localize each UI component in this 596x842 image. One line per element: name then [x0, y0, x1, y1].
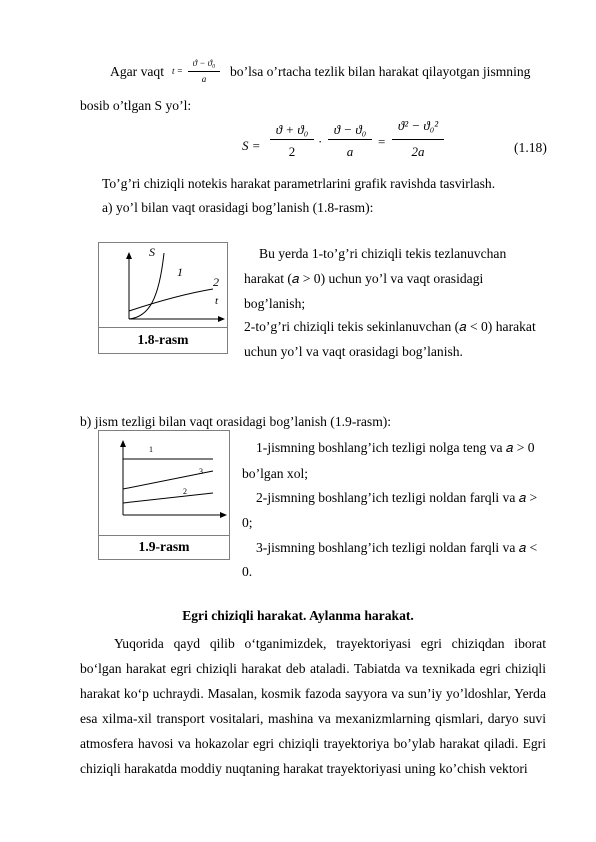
- body-paragraph: Yuqorida qayd qilib o‘tganimizdek, trayektoriyasi egri chiziqdan iborat bo‘lgan harakat egri chiziqli harakat deb ataladi. Tabiatda va texnikada egri chiziqli harakat ko‘p uchraydi. Masalan, kosmik fazoda sayyora va sun’iy yo’ldoshlar, Yerda esa xilma-xil transport vositalari, mashina va mexanizmlarning qismlari, daryo suvi atmosfera havosi va hokazolar egri chiziqli trayektoriya bo’ylab harakat qiladi. Egri chiziqli harakatda moddiy nuqtaning harakat trayektoriyasi uning ko’chish vektori: [80, 636, 546, 776]
- t-frac-num: ϑ − ϑ₀: [192, 58, 216, 68]
- t-lhs: t =: [172, 66, 183, 76]
- section-heading: Egri chiziqli harakat. Aylanma harakat.: [182, 608, 414, 623]
- item-a: a) yo’l bilan vaqt orasidagi bog’lanish (1.8-rasm):: [102, 200, 374, 215]
- eq-f2-den: a: [346, 144, 354, 159]
- fig19-text-4: 0;: [242, 515, 253, 530]
- eq-f2-bar: [328, 139, 372, 140]
- para1-prefix: Agar vaqt: [110, 64, 164, 79]
- fig19-text-2: bo’lgan xol;: [242, 466, 309, 481]
- figure-1-8: [98, 242, 228, 354]
- eq-equals: =: [378, 134, 386, 149]
- para1-suffix: bo’lsa o’rtacha tezlik bilan harakat qilayotgan jismning: [230, 64, 531, 79]
- fig18-text-3: bog’lanish;: [244, 296, 306, 311]
- fig18-label-1: 1: [177, 265, 183, 279]
- fig18-text-1: Bu yerda 1-to’g’ri chiziqli tekis tezlanuvchan: [259, 246, 507, 261]
- fig18-label-t: t: [215, 295, 219, 307]
- fig19-text-5: 3-jismning boshlang’ich tezligi noldan farqli va 𝑎 <: [256, 540, 538, 555]
- eq-f3-bar: [392, 139, 444, 140]
- fig19-label-2: 2: [183, 487, 187, 496]
- fig19-text-6: 0.: [242, 564, 253, 579]
- figure-1-9-caption: 1.9-rasm: [99, 535, 229, 560]
- fig18-label-2: 2: [213, 275, 219, 289]
- figure-1-8-graph: [99, 243, 227, 327]
- fig19-label-1: 1: [149, 445, 153, 454]
- figure-1-9: [98, 430, 230, 560]
- equation-number: (1.18): [514, 140, 547, 155]
- eq-f1-bar: [270, 139, 314, 140]
- figure-1-9-graph: [99, 431, 229, 535]
- fig19-label-3: 3: [199, 467, 203, 476]
- para1-line2: bosib o’tlgan S yo’l:: [80, 98, 192, 113]
- fig18-text-5: uchun yo’l va vaqt orasidagi bog’lanish.: [244, 344, 463, 359]
- item-b: b) jism tezligi bilan vaqt orasidagi bog’lanish (1.9-rasm):: [80, 414, 392, 429]
- eq-lhs: S =: [242, 138, 261, 153]
- fig19-text-1: 1-jismning boshlang’ich tezligi nolga teng va 𝑎 > 0: [256, 440, 535, 455]
- figure-1-8-caption: 1.8-rasm: [99, 327, 227, 354]
- t-frac-bar: [188, 71, 220, 72]
- para2: To’g’ri chiziqli notekis harakat parametrlarini grafik ravishda tasvirlash.: [102, 176, 496, 191]
- fig19-text-3: 2-jismning boshlang’ich tezligi noldan farqli va 𝑎 >: [256, 490, 538, 505]
- eq-f3-num: ϑ² − ϑ₀²: [397, 118, 439, 133]
- eq-f2-num: ϑ − ϑ₀: [333, 122, 367, 137]
- t-frac-den: a: [201, 74, 207, 84]
- eq-f3-den: 2a: [411, 144, 425, 159]
- fig18-text-4: 2-to’g’ri chiziqli tekis sekinlanuvchan (𝑎 < 0) harakat: [244, 319, 536, 334]
- eq-f1-den: 2: [288, 144, 296, 159]
- eq-dot: ·: [318, 134, 323, 149]
- fig18-text-2: harakat (𝑎 > 0) uchun yo’l va vaqt orasidagi: [244, 271, 484, 286]
- eq-f1-num: ϑ + ϑ₀: [275, 122, 309, 137]
- fig18-label-s: S: [149, 245, 155, 259]
